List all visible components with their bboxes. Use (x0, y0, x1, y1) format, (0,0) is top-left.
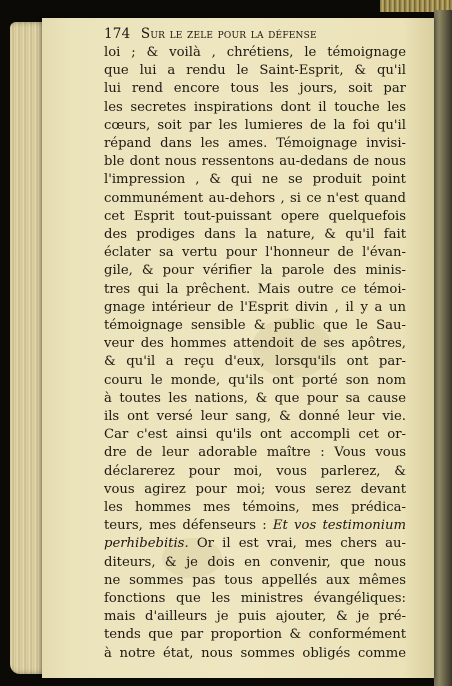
text-line (104, 353, 406, 371)
text-segment: fonctions que les ministres évangéliques: (104, 591, 406, 606)
text-line (104, 117, 406, 135)
text-line (104, 572, 406, 590)
italic-segment: Et vos testimonium (272, 518, 406, 534)
text-line (104, 499, 406, 517)
text-segment: à toutes les nations, & que pour sa cause (104, 390, 406, 406)
text-line (104, 208, 406, 226)
text-segment: veur des hommes attendoit de ses apôtres, (104, 336, 406, 352)
text-segment: répand dans les ames. Témoignage invisi- (104, 136, 406, 151)
text-segment: témoignage sensible & public que le Sau- (104, 318, 406, 333)
text-segment: & qu'il a reçu d'eux, lorsqu'ils ont par- (104, 354, 406, 370)
text-segment: gile, & pour vérifier la parole des minis- (104, 263, 406, 279)
running-title: Sur le zele pour la défense (140, 26, 317, 42)
text-segment: déclarerez pour moi, vous parlerez, & (104, 463, 406, 479)
text-segment: diteurs, & je dois en convenir, que nous (104, 554, 406, 570)
text-line (104, 80, 406, 98)
text-line (104, 62, 406, 80)
text-line (104, 281, 406, 299)
text-segment: les hommes mes témoins, mes prédica- (104, 500, 406, 515)
page-block-edges (10, 22, 46, 674)
text-line (104, 244, 406, 262)
text-line (104, 317, 406, 335)
text-segment: mais d'ailleurs je puis ajouter, & je pré- (104, 609, 406, 625)
text-line (104, 335, 406, 353)
text-line (104, 99, 406, 117)
text-line (104, 390, 406, 408)
text-line (104, 408, 406, 426)
text-line (104, 226, 406, 244)
text-segment: cœurs, soit par les lumieres de la foi qu'il (104, 117, 406, 133)
text-segment: teurs, mes défenseurs : (104, 518, 273, 534)
text-segment: Car c'est ainsi qu'ils ont accompli cet or- (104, 427, 406, 443)
text-segment: lui rend encore tous les jours, soit par (104, 81, 406, 97)
text-line (104, 190, 406, 208)
text-segment: tres qui la prêchent. Mais outre ce témoi- (104, 281, 406, 297)
text-line (104, 44, 406, 62)
text-line (104, 517, 406, 535)
text-segment: gnage intérieur de l'Esprit divin , il y a un (104, 299, 406, 315)
text-segment: ils ont versé leur sang, & donné leur vie. (104, 409, 406, 424)
text-line (104, 554, 406, 572)
text-segment: ne sommes pas tous appellés aux mêmes (104, 572, 406, 588)
text-line (104, 444, 406, 462)
text-line (104, 372, 406, 390)
text-segment: dre de leur adorable maître : Vous vous (104, 445, 406, 461)
text-segment: tends que par proportion & conformément (104, 627, 406, 643)
text-line (104, 463, 406, 481)
text-segment: ble dont nous ressentons au-dedans de nous (104, 154, 406, 170)
running-head (104, 26, 406, 42)
text-segment: les secretes inspirations dont il touche les (104, 99, 406, 115)
text-line (104, 135, 406, 153)
text-line (104, 626, 406, 644)
text-line (104, 299, 406, 317)
text-segment: que lui a rendu le Saint-Esprit, & qu'il (104, 63, 406, 79)
text-segment: communément au-dehors , si ce n'est quand (104, 190, 406, 206)
text-line (104, 153, 406, 171)
italic-segment: perhibebitis. (104, 536, 189, 552)
text-line (104, 608, 406, 626)
text-line (104, 426, 406, 444)
page-number: 174 (104, 26, 131, 42)
text-line (104, 590, 406, 608)
text-segment: à notre état, nous sommes obligés comme (104, 645, 406, 661)
text-segment: Or il est vrai, mes chers au- (188, 536, 406, 552)
text-segment: l'impression , & qui ne se produit point (104, 172, 406, 188)
text-segment: loi ; & voilà , chrétiens, le témoignage (104, 45, 406, 60)
text-segment: des prodiges dans la nature, & qu'il fait (104, 227, 406, 242)
text-line (104, 481, 406, 499)
text-segment: cet Esprit tout-puissant opere quelquefois (104, 208, 406, 224)
text-line (104, 171, 406, 189)
text-segment: vous agirez pour moi; vous serez devant (104, 481, 406, 497)
book-spine-edge (434, 10, 452, 686)
text-line (104, 645, 406, 663)
text-segment: éclater sa vertu pour l'honneur de l'évan- (104, 245, 406, 261)
text-line (104, 535, 406, 553)
text-line (104, 262, 406, 280)
text-segment: couru le monde, qu'ils ont porté son nom (104, 372, 406, 388)
